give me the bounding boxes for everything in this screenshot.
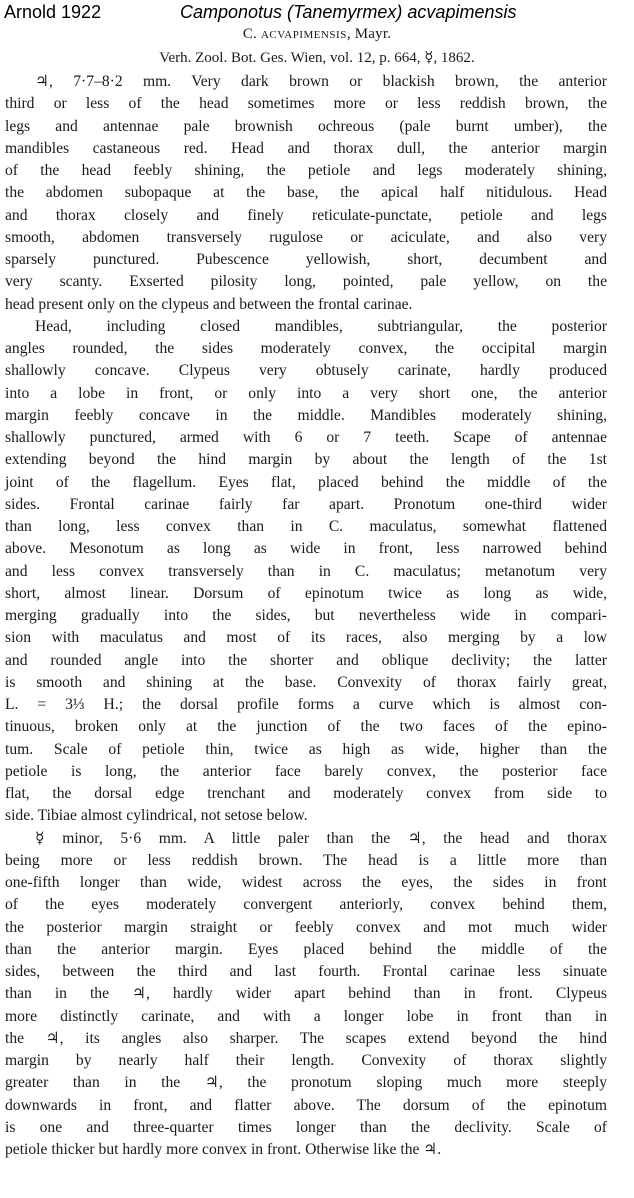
text-line: legs and antennae pale brownish ochreous (pale burnt umber), the (5, 117, 607, 135)
paragraph-worker-minor (5, 828, 607, 1162)
species-author: , Mayr. (346, 26, 392, 42)
text-line: extending beyond the hind margin by about the length of the 1st (5, 451, 607, 469)
text-line: the posterior margin straight or feebly convex and mot much wider (5, 918, 607, 936)
taxon-title: Camponotus (Tanemyrmex) acvapimensis (180, 2, 517, 22)
text-line: flat, the dorsal edge trenchant and moderately convex from side to (5, 785, 607, 802)
text-line: above. Mesonotum as long as wide in front, less narrowed behind (5, 540, 607, 558)
text-line: sides. Frontal carinae fairly far apart. Pronotum one-third wider (5, 495, 607, 513)
text-line: and less convex transversely than in C. maculatus; metanotum very (5, 562, 607, 580)
text-line: than in the ♃, hardly wider apart behind than in front. Clypeus (5, 985, 607, 1003)
text-line: greater than in the ♃, the pronotum sloping much more steeply (5, 1074, 607, 1092)
page-header (4, 2, 624, 26)
text-line: and rounded angle into the shorter and oblique declivity; the latter (5, 651, 607, 669)
text-line: smooth, abdomen transversely rugulose or aciculate, and also very (5, 228, 607, 246)
text-line: petiole is long, the anterior face barely convex, the posterior face (5, 762, 607, 780)
text-line: shallowly concave. Clypeus very obtusely carinate, hardly produced (5, 362, 607, 380)
text-line: more distinctly carinate, and with a longer lobe in front than in (5, 1007, 607, 1025)
text-line: ♃, 7·7–8·2 mm. Very dark brown or blackish brown, the anterior (35, 73, 607, 90)
text-line: tinuous, broken only at the junction of the two faces of the epino- (5, 718, 607, 736)
text-line: head present only on the clypeus and between the frontal carinae. (5, 295, 413, 313)
text-line: the abdomen subopaque at the base, the apical half nitidulous. Head (5, 184, 607, 202)
text-line: mandibles castaneous red. Head and thorax dull, the anterior margin (5, 139, 607, 157)
text-line: downwards in front, and flatter above. The dorsum of the epinotum (5, 1096, 607, 1114)
text-line: tum. Scale of petiole thin, twice as high as wide, higher than the (5, 740, 607, 758)
text-line: than long, less convex than in C. maculatus, somewhat flattened (5, 518, 607, 535)
description-body (5, 71, 607, 1161)
paragraph-morphology (5, 316, 607, 828)
text-line: sides, between the third and last fourth. Frontal carinae less sinuate (5, 963, 607, 980)
source-label: Arnold 1922 (4, 2, 102, 22)
text-line: third or less of the head sometimes more or less reddish brown, the (5, 95, 607, 113)
text-line: than the anterior margin. Eyes placed behind the middle of the (5, 940, 607, 958)
text-line: L. = 3⅓ H.; the dorsal profile forms a curve which is almost con- (5, 696, 607, 713)
text-line: merging gradually into the sides, but nevertheless wide in compari- (5, 607, 607, 624)
text-line: margin feebly concave in the middle. Mandibles moderately shining, (5, 406, 607, 424)
text-line: shallowly punctured, armed with 6 or 7 teeth. Scape of antennae (5, 429, 607, 446)
text-line: of the eyes moderately convergent anteriorly, convex behind them, (5, 896, 607, 914)
text-line: into a lobe in front, or only into a very short one, the anterior (5, 384, 607, 402)
text-line: sparsely punctured. Pubescence yellowish, short, decumbent and (5, 251, 607, 268)
text-line: ☿ minor, 5·6 mm. A little paler than the ♃, the head and thorax (35, 829, 607, 847)
text-line: side. Tibiae almost cylindrical, not setose below. (5, 807, 308, 825)
text-line: is smooth and shining at the base. Convexity of thorax fairly great, (5, 673, 607, 691)
citation: Verh. Zool. Bot. Ges. Wien, vol. 12, p. 664, ☿, 1862. (159, 50, 475, 66)
text-line: being more or less reddish brown. The head is a little more than (5, 851, 607, 869)
text-line: one-fifth longer than wide, widest across the eyes, the sides in front (5, 874, 607, 891)
text-line: joint of the flagellum. Eyes flat, placed behind the middle of the (5, 473, 607, 491)
text-line: angles rounded, the sides moderately convex, the occipital margin (5, 340, 607, 357)
paragraph-queen (5, 71, 607, 316)
text-line: is one and three-quarter times longer than the declivity. Scale of (5, 1118, 607, 1136)
species-name: acvapimensis (260, 26, 347, 42)
species-heading (0, 26, 634, 43)
text-line: margin by nearly half their length. Convexity of thorax slightly (5, 1052, 607, 1069)
text-line: Head, including closed mandibles, subtriangular, the posterior (35, 317, 607, 335)
species-name-prefix: C. (242, 26, 257, 42)
text-line: the ♃, its angles also sharper. The scapes extend beyond the hind (5, 1029, 607, 1047)
text-line: short, almost linear. Dorsum of epinotum twice as long as wide, (5, 584, 607, 602)
text-line: very scanty. Exserted pilosity long, pointed, pale yellow, on the (5, 273, 607, 291)
text-line: petiole thicker but hardly more convex in front. Otherwise like the ♃. (5, 1141, 442, 1158)
text-line: sion with maculatus and most of its races, also merging by a low (5, 629, 607, 647)
text-line: and thorax closely and finely reticulate-punctate, petiole and legs (5, 206, 607, 224)
text-line: of the head feebly shining, the petiole and legs moderately shining, (5, 162, 607, 179)
